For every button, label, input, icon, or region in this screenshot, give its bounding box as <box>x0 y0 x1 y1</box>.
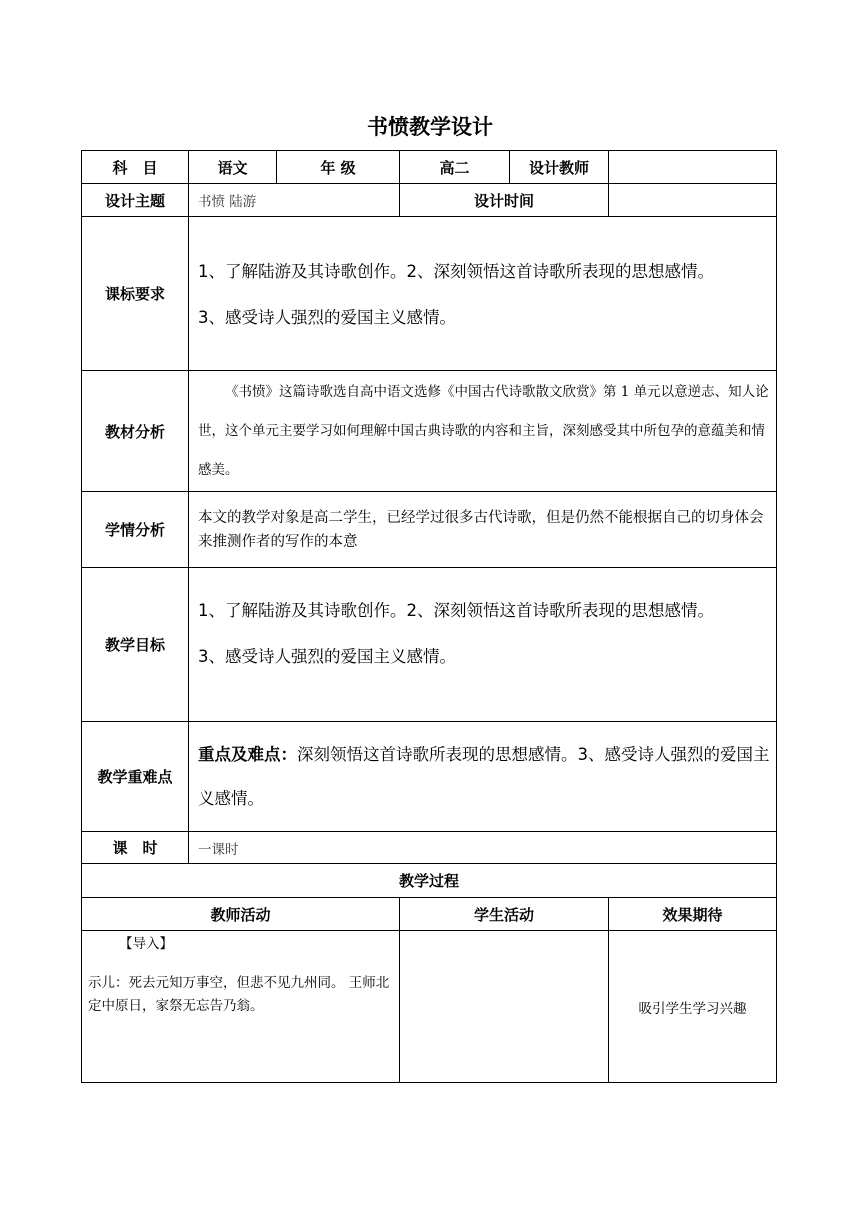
effect-cell: 吸引学生学习兴趣 <box>609 931 777 1083</box>
row-process-intro <box>82 931 777 1083</box>
row-theme <box>82 184 777 217</box>
design-time-label: 设计时间 <box>400 184 609 217</box>
objectives-line-1: 1、了解陆游及其诗歌创作。2、深刻领悟这首诗歌所表现的思想感情。 <box>198 601 714 620</box>
objectives-content <box>189 568 777 722</box>
teacher-activity-cell <box>82 931 400 1083</box>
lesson-plan-table <box>81 150 777 1083</box>
intro-poem-text: 示儿：死去元知万事空，但悲不见九州同。 王师北定中原日，家祭无忘告乃翁。 <box>88 975 390 1014</box>
grade-label: 年 级 <box>277 151 400 184</box>
process-title: 教学过程 <box>82 864 777 898</box>
row-key-points <box>82 722 777 832</box>
subject-value: 语文 <box>189 151 277 184</box>
learners-label: 学情分析 <box>82 492 189 568</box>
row-basic-info <box>82 151 777 184</box>
row-hours <box>82 832 777 864</box>
curriculum-content <box>189 217 777 371</box>
row-process-headers <box>82 898 777 931</box>
material-label: 教材分析 <box>82 371 189 492</box>
row-process-title <box>82 864 777 898</box>
hours-label: 课 时 <box>82 832 189 864</box>
learners-text: 本文的教学对象是高二学生，已经学过很多古代诗歌，但是仍然不能根据自己的切身体会来推测作者的写作的本意 <box>189 492 777 568</box>
curriculum-line-1: 1、了解陆游及其诗歌创作。2、深刻领悟这首诗歌所表现的思想感情。 <box>198 262 714 281</box>
material-text: 《书愤》这篇诗歌选自高中语文选修《中国古代诗歌散文欣赏》第 1 单元以意逆志、知人论世，这个单元主要学习如何理解中国古典诗歌的内容和主旨，深刻感受其中所包孕的意蕴美和情感美。 <box>189 371 777 492</box>
objectives-label: 教学目标 <box>82 568 189 722</box>
curriculum-label: 课标要求 <box>82 217 189 371</box>
effect-header: 效果期待 <box>609 898 777 931</box>
key-points-prefix: 重点及难点： <box>198 744 297 764</box>
row-material <box>82 371 777 492</box>
row-learners <box>82 492 777 568</box>
teacher-label: 设计教师 <box>510 151 609 184</box>
theme-value: 书愤 陆游 <box>189 184 400 217</box>
key-points-content <box>189 722 777 832</box>
hours-value: 一课时 <box>189 832 777 864</box>
intro-heading: 【导入】 <box>119 936 173 952</box>
row-objectives <box>82 568 777 722</box>
student-activity-cell <box>400 931 609 1083</box>
subject-label: 科 目 <box>82 151 189 184</box>
document-title: 书愤教学设计 <box>367 115 493 139</box>
teacher-activity-header: 教师活动 <box>82 898 400 931</box>
teacher-value <box>609 151 777 184</box>
design-time-value <box>609 184 777 217</box>
key-points-text: 深刻领悟这首诗歌所表现的思想感情。3、感受诗人强烈的爱国主义感情。 <box>198 744 770 808</box>
curriculum-line-2: 3、感受诗人强烈的爱国主义感情。 <box>198 308 456 327</box>
grade-value: 高二 <box>400 151 510 184</box>
student-activity-header: 学生活动 <box>400 898 609 931</box>
objectives-line-2: 3、感受诗人强烈的爱国主义感情。 <box>198 647 456 666</box>
theme-label: 设计主题 <box>82 184 189 217</box>
row-curriculum <box>82 217 777 371</box>
key-points-label: 教学重难点 <box>82 722 189 832</box>
